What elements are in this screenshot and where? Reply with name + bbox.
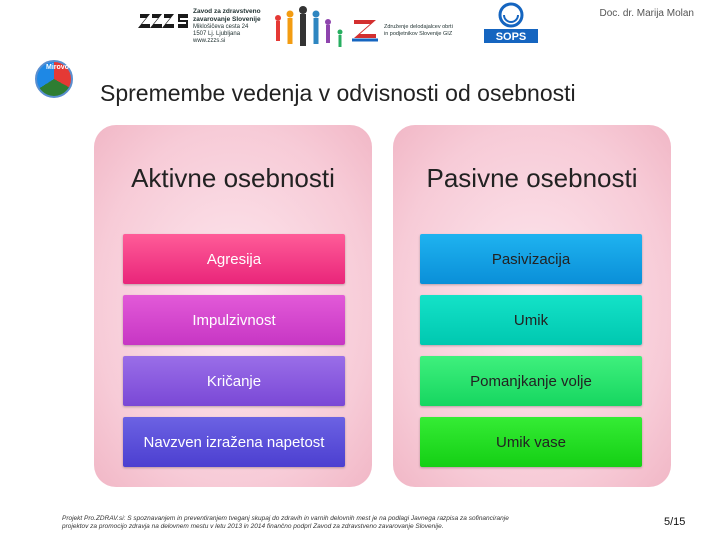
active-item: Agresija <box>123 234 345 284</box>
sops-logo-text: SOPS <box>495 31 527 43</box>
sops-logo-icon <box>480 2 542 46</box>
passive-item: Umik vase <box>420 417 642 467</box>
active-item: Navzven izražena napetost <box>123 417 345 467</box>
active-item: Impulzivnost <box>123 295 345 345</box>
passive-item: Pomanjkanje volje <box>420 356 642 406</box>
active-personalities-heading: Aktivne osebnosti <box>131 163 335 193</box>
page-number: 5/15 <box>664 516 686 528</box>
z-logo-caption: Združenje delodajalcev obrti in podjetnikov Slovenije GIZ <box>384 24 453 37</box>
author-name: Doc. dr. Marija Molan <box>599 8 694 19</box>
passive-personalities-heading: Pasivne osebnosti <box>426 163 638 193</box>
passive-item: Umik <box>420 295 642 345</box>
passive-item: Pasivizacija <box>420 234 642 284</box>
zzzs-logo-caption: Zavod za zdravstveno zavarovanje Slovenije Miklošičeva cesta 24 1507 Lj. Ljubljana www.zzzs.si <box>193 8 261 44</box>
cyrc-logo-icon <box>35 60 73 98</box>
slide-title: Spremembe vedenja v odvisnosti od osebnosti <box>100 80 576 106</box>
footer-note: Projekt Pro.ZDRAV.si: S spoznavanjem in preventiranjem tveganj skupaj do zdravih in varnih delovnih mest je na podlagi Javnega razpisa za sofinanciranje projektov za promocijo zdravja na delovnem mestu v letu 2013 in 2014 finančno podprl Zavod za zdravstveno zavarovanje Slovenije. <box>62 515 509 530</box>
z-logo-icon <box>350 14 380 44</box>
people-silhouettes-icon <box>270 4 350 52</box>
zzzs-logo-icon <box>138 10 190 32</box>
active-item: Kričanje <box>123 356 345 406</box>
cyrc-logo-text: Mirovo <box>46 64 69 71</box>
